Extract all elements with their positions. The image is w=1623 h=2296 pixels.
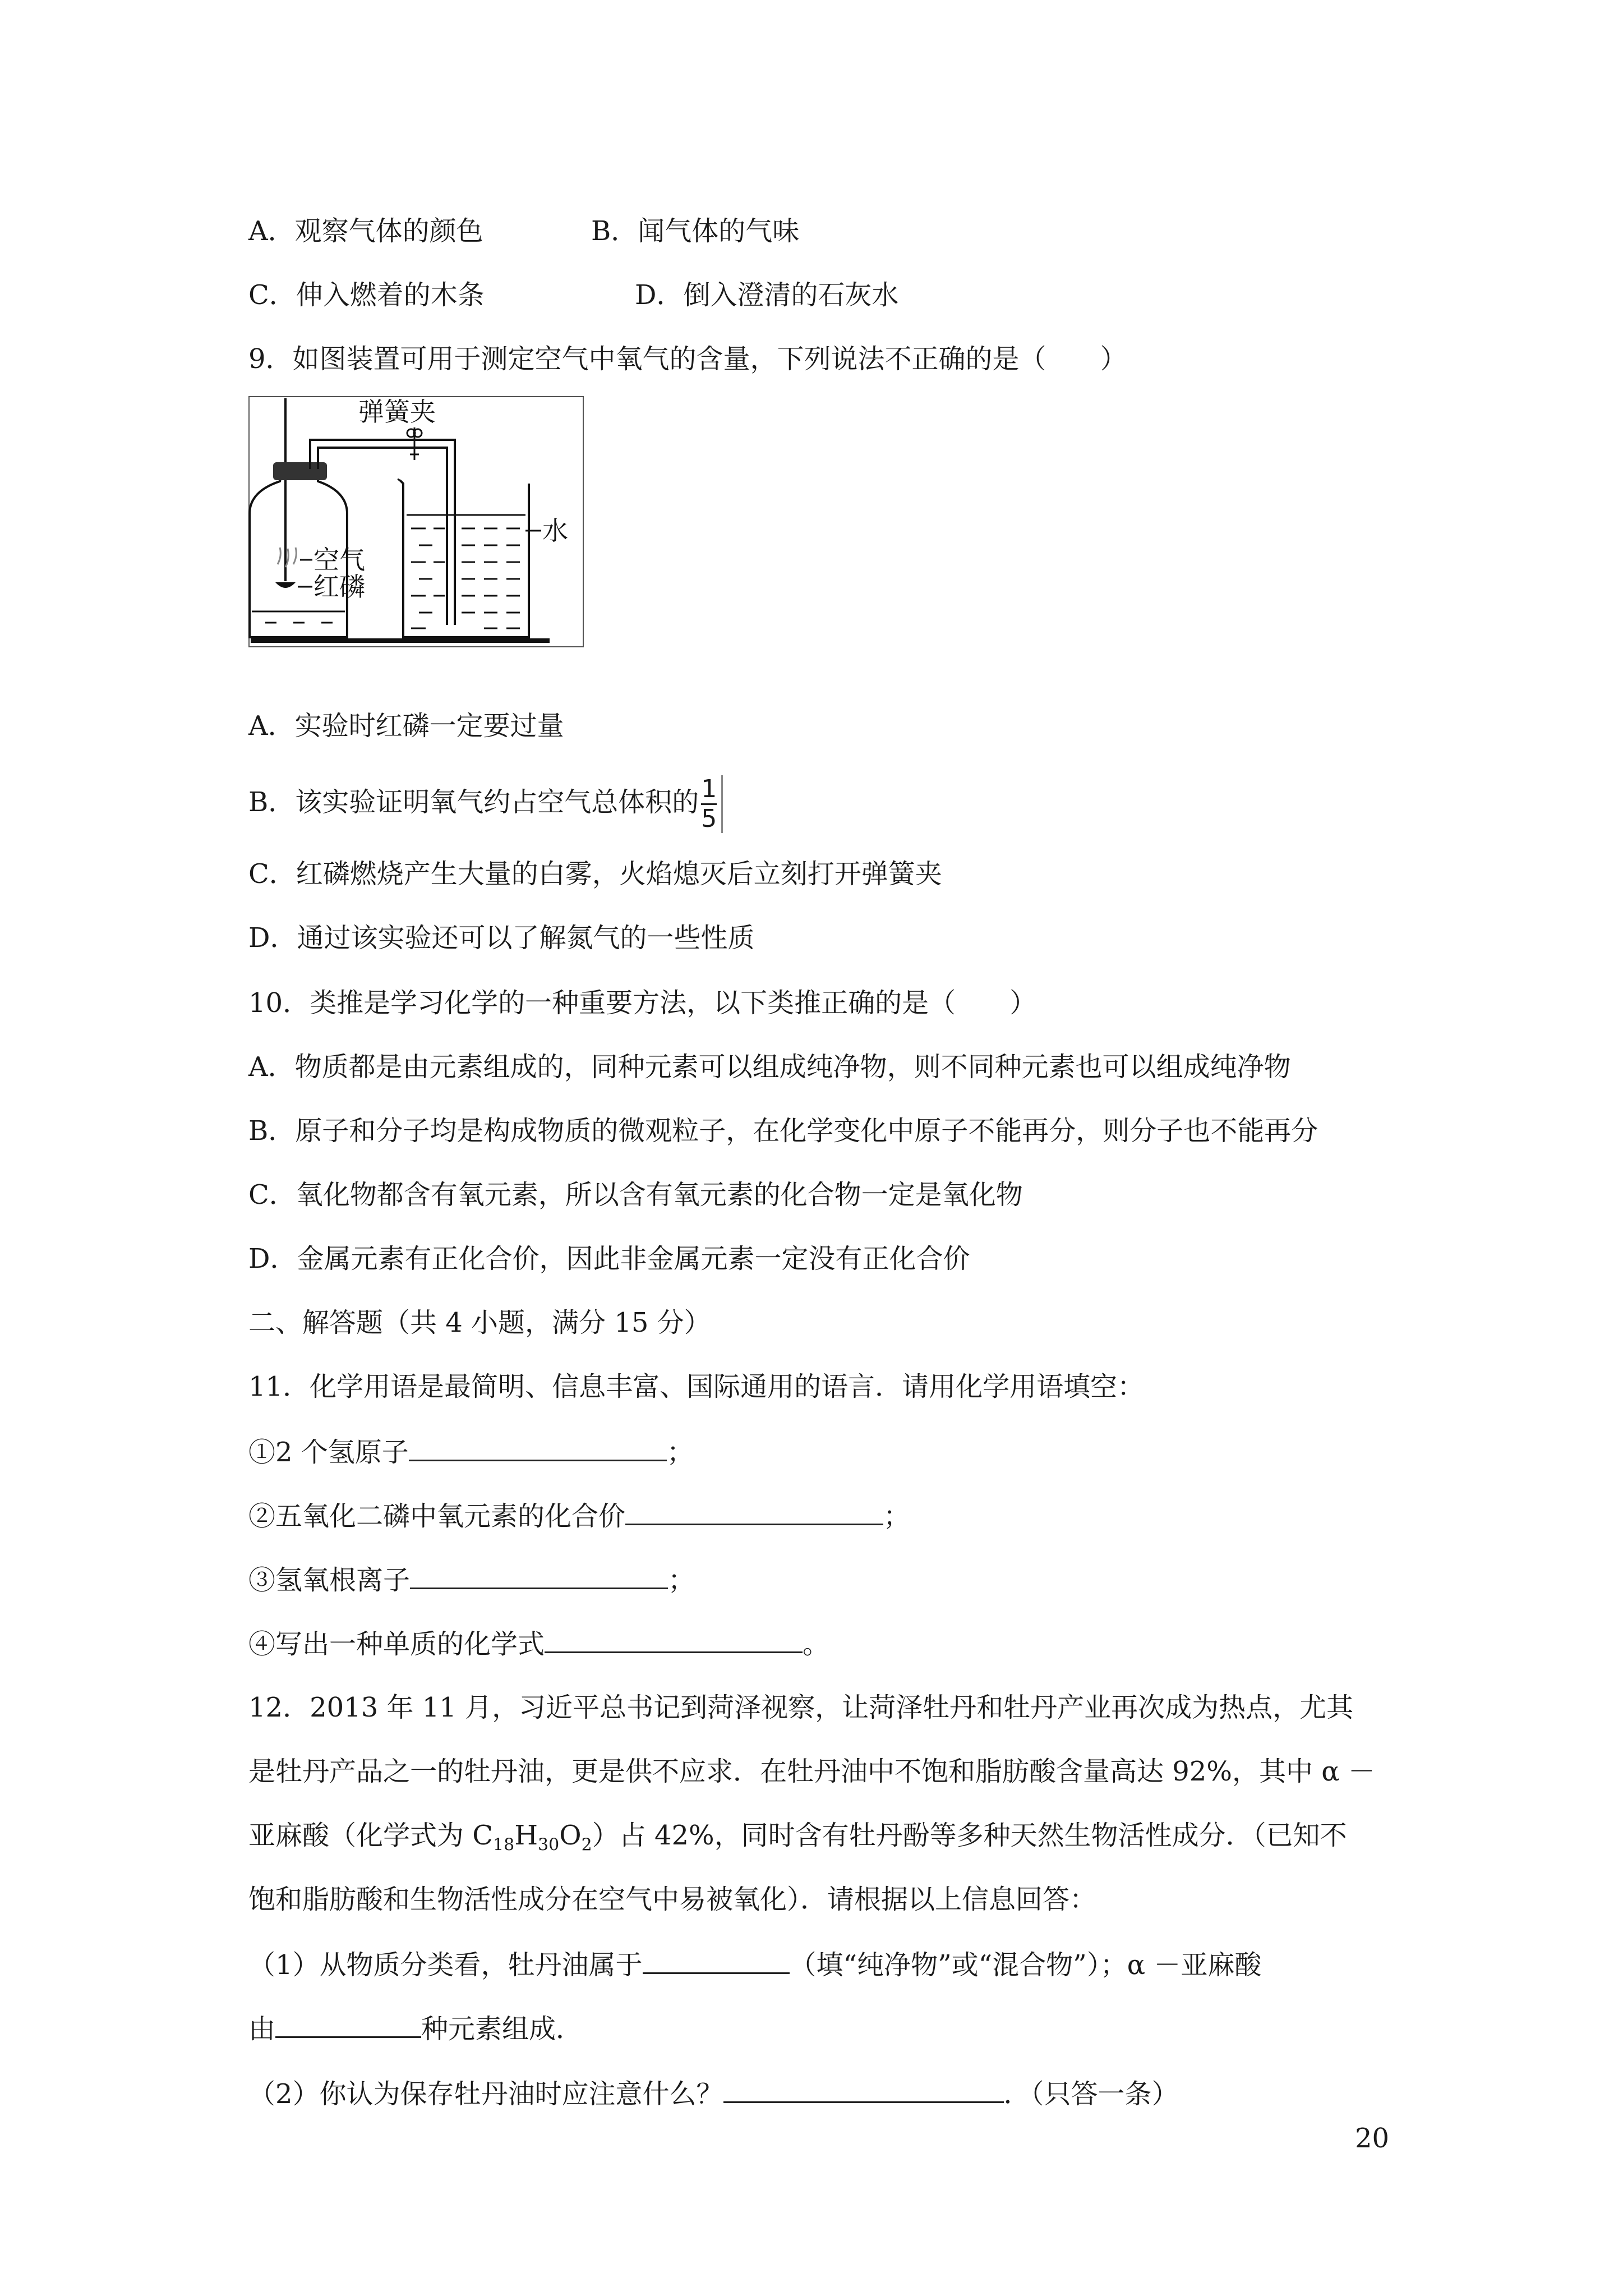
q11-stem: 11．化学用语是最简明、信息丰富、国际通用的语言．请用化学用语填空： <box>248 1371 1145 1402</box>
q12-part-2-a: （2）你认为保存牡丹油时应注意什么？ <box>248 2078 723 2110</box>
q10-option-b: B．原子和分子均是构成物质的微观粒子，在化学变化中原子不能再分，则分子也不能再分 <box>248 1115 1318 1147</box>
answer-blank[interactable] <box>275 2009 421 2038</box>
q8-option-a: A．观察气体的颜色 <box>248 215 483 247</box>
label-water: 水 <box>542 516 568 546</box>
q11-item-2-text: ②五氧化二磷中氧元素的化合价 <box>248 1501 626 1532</box>
q12-line-3 <box>248 1818 1347 1853</box>
page-number: 20 <box>1355 2123 1390 2154</box>
q12-part-1-cont <box>248 2009 583 2047</box>
formula-h: H <box>514 1820 538 1851</box>
q12-part-1-a: （1）从物质分类看，牡丹油属于 <box>248 1949 643 1981</box>
q9-stem: 9．如图装置可用于测定空气中氧气的含量，下列说法不正确的是（ ） <box>248 343 1127 375</box>
q8-option-d: D．倒入澄清的石灰水 <box>635 279 899 311</box>
q10-option-a: A．物质都是由元素组成的，同种元素可以组成纯净物，则不同种元素也可以组成纯净物 <box>248 1051 1291 1083</box>
answer-blank[interactable] <box>625 1497 883 1525</box>
spring-clip <box>407 427 422 460</box>
q11-item-1-text: ①2 个氢原子 <box>248 1437 409 1468</box>
formula-subscript: 2 <box>581 1835 592 1855</box>
q12-line-2: 是牡丹产品之一的牡丹油，更是供不应求．在牡丹油中不饱和脂肪酸含量高达 92%，其中 α － <box>248 1756 1375 1787</box>
label-spring-clip: 弹簧夹 <box>358 397 436 427</box>
q12-part-2-b: ．（只答一条） <box>1003 2078 1179 2110</box>
q12-part-1-d: 种元素组成． <box>421 2013 583 2045</box>
q11-item-3-text: ③氢氧根离子 <box>248 1565 411 1596</box>
formula-subscript: 18 <box>493 1835 515 1855</box>
q8-option-b: B．闻气体的气味 <box>591 215 800 247</box>
q12-part-2 <box>248 2074 1179 2112</box>
q12-line-3-a: 亚麻酸（化学式为 C <box>248 1820 493 1851</box>
q11-item-2-end: ； <box>883 1501 911 1532</box>
q9-option-b-text: B．该实验证明氧气约占空气总体积的 <box>248 786 699 818</box>
label-air: 空气 <box>313 545 365 575</box>
q12-line-1: 12．2013 年 11 月，习近平总书记到菏泽视察，让菏泽牡丹和牡丹产业再次成为热点，尤其 <box>248 1692 1354 1723</box>
q9-option-d: D．通过该实验还可以了解氮气的一些性质 <box>248 922 755 954</box>
q10-option-c: C．氧化物都含有氧元素，所以含有氧元素的化合物一定是氧化物 <box>248 1179 1023 1211</box>
q11-item-4-text: ④写出一种单质的化学式 <box>248 1628 545 1660</box>
answer-blank[interactable] <box>410 1561 668 1589</box>
q10-stem: 10．类推是学习化学的一种重要方法，以下类推正确的是（ ） <box>248 987 1037 1019</box>
fraction-numerator: 1 <box>701 775 717 805</box>
answer-blank[interactable] <box>409 1433 667 1461</box>
fraction-one-fifth <box>700 775 723 833</box>
answer-blank[interactable] <box>643 1945 790 1974</box>
answer-blank[interactable] <box>723 2074 1004 2103</box>
formula-o: O <box>559 1820 582 1851</box>
q11-item-1 <box>248 1433 694 1470</box>
q11-item-3 <box>248 1561 695 1598</box>
q9-option-b <box>248 775 723 833</box>
q9-option-c: C．红磷燃烧产生大量的白雾，火焰熄灭后立刻打开弹簧夹 <box>248 858 942 890</box>
q12-part-1-c: 由 <box>248 2013 276 2045</box>
experiment-apparatus-figure <box>248 396 585 648</box>
q11-item-4-end: 。 <box>803 1628 830 1660</box>
q12-line-3-b: ）占 42%，同时含有牡丹酚等多种天然生物活性成分．（已知不 <box>592 1820 1347 1851</box>
q11-item-3-end: ； <box>668 1565 695 1596</box>
section-heading: 二、解答题（共 4 小题，满分 15 分） <box>248 1307 711 1338</box>
smoke-wisps <box>278 547 296 567</box>
q11-item-1-end: ； <box>666 1437 694 1468</box>
q8-option-c: C．伸入燃着的木条 <box>248 279 485 311</box>
q11-item-4 <box>248 1625 829 1662</box>
q9-option-a: A．实验时红磷一定要过量 <box>248 710 564 742</box>
fraction-denominator: 5 <box>701 804 717 833</box>
q10-option-d: D．金属元素有正化合价，因此非金属元素一定没有正化合价 <box>248 1243 970 1274</box>
q11-item-2 <box>248 1497 910 1534</box>
answer-blank[interactable] <box>545 1625 803 1653</box>
q12-part-1-b: （填“纯净物”或“混合物”）；α －亚麻酸 <box>789 1949 1262 1981</box>
q12-line-4: 饱和脂肪酸和生物活性成分在空气中易被氧化）．请根据以上信息回答： <box>248 1884 1097 1915</box>
figure-frame <box>249 397 583 647</box>
beaker <box>400 480 529 637</box>
label-red-phosphorus: 红磷 <box>313 572 365 602</box>
q12-part-1 <box>248 1945 1261 1983</box>
combustion-spoon <box>275 582 296 588</box>
formula-subscript: 30 <box>538 1835 560 1855</box>
beaker-water-dashes <box>411 528 520 628</box>
